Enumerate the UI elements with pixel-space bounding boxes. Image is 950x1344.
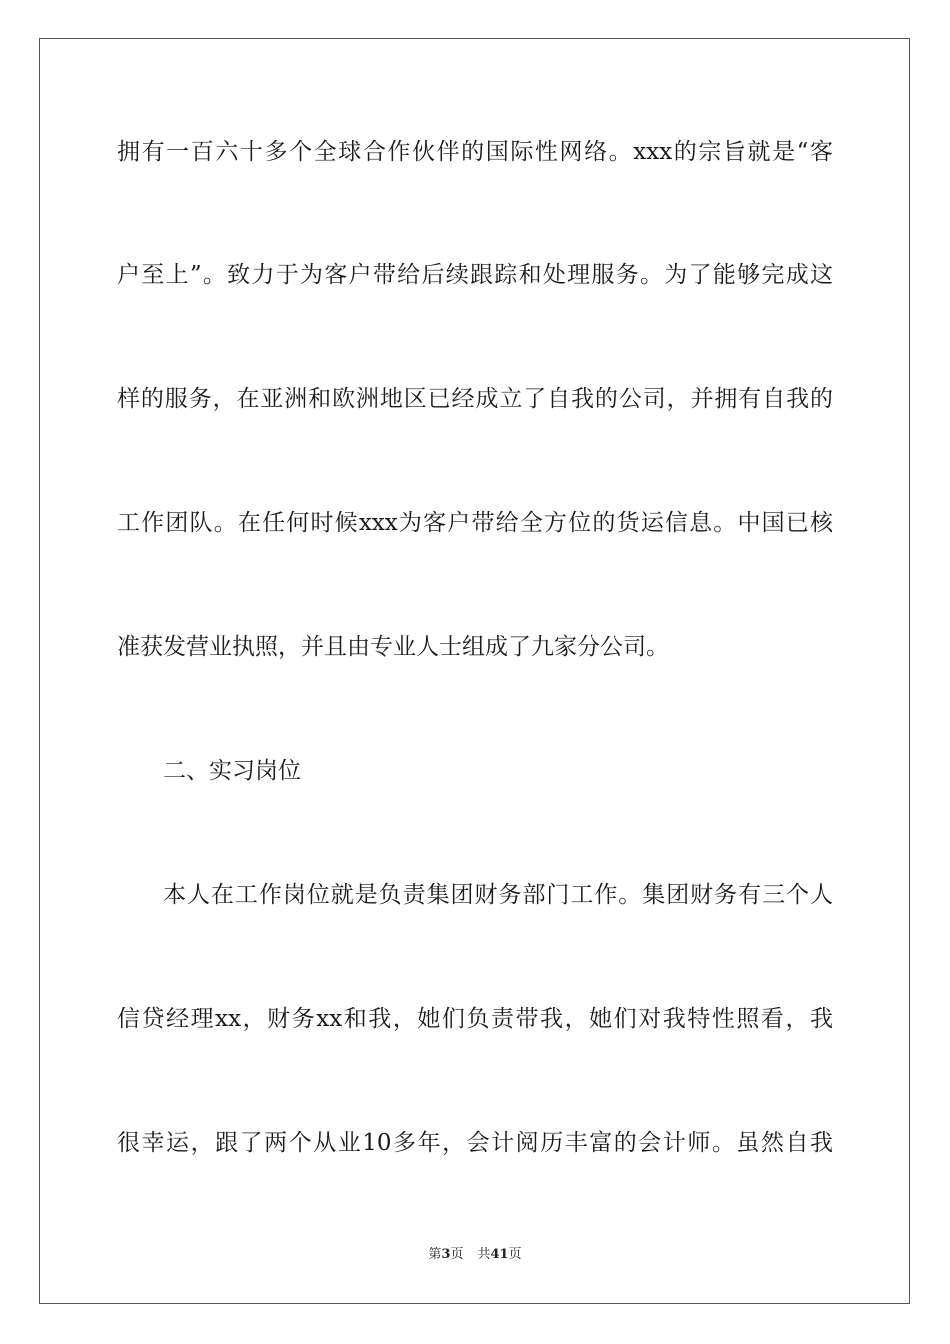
footer-total-pages: 41: [490, 1247, 509, 1262]
footer-page-suffix: 页: [450, 1247, 464, 1262]
body-text-line-1: 拥有一百六十多个全球合作伙伴的国际性网络。xxx的宗旨就是“客: [117, 139, 833, 165]
footer-total-suffix: 页: [508, 1247, 522, 1262]
page-footer: [0, 1246, 950, 1264]
body-text-line-9: 很幸运，跟了两个从业10多年，会计阅历丰富的会计师。虽然自我: [117, 1130, 833, 1156]
body-text-line-5: 准获发营业执照，并且由专业人士组成了九家分公司。: [117, 634, 669, 660]
section-heading: 二、实习岗位: [163, 758, 301, 784]
body-text-line-4: 工作团队。在任何时候xxx为客户带给全方位的货运信息。中国已核: [117, 510, 833, 536]
page-border: [39, 38, 910, 1304]
body-text-line-7: 本人在工作岗位就是负责集团财务部门工作。集团财务有三个人: [163, 882, 833, 908]
footer-page-number: 3: [441, 1247, 451, 1262]
body-text-line-3: 样的服务，在亚洲和欧洲地区已经成立了自我的公司，并拥有自我的: [117, 386, 833, 412]
body-text-line-2: 户至上”。致力于为客户带给后续跟踪和处理服务。为了能够完成这: [117, 262, 833, 288]
footer-total-prefix: 共: [477, 1247, 491, 1262]
body-text-line-8: 信贷经理xx，财务xx和我，她们负责带我，她们对我特性照看，我: [117, 1006, 833, 1032]
footer-page-prefix: 第: [428, 1247, 442, 1262]
